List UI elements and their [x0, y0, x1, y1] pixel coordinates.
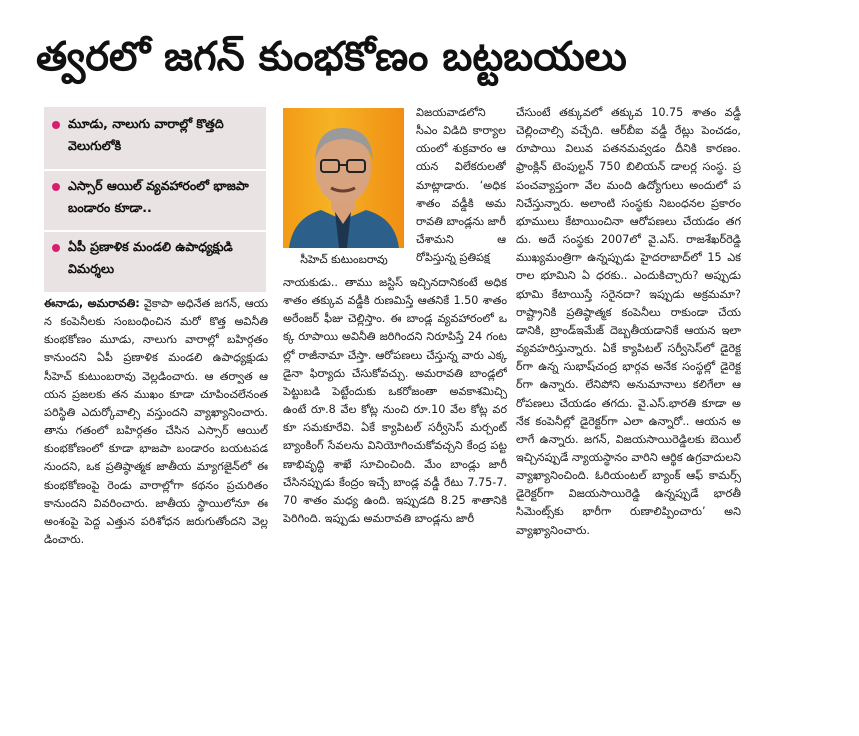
divider: [44, 230, 266, 232]
highlight-text: ఎస్సార్ ఆయిల్ వ్యవహారంలో భాజపా బండారం కూడా..: [68, 178, 249, 215]
article-text: చేసుంటే తక్కువలో తక్కువ 10.75 శాతం వడ్డీ చెల్లించాల్సి వచ్చేది. ఆర్‌బీఐ వడ్డీ రేట్లు పెంచడం, రూపాయి విలువ పతనమవ్వడం దీనికి కారణం. ఫ్రాంక్లిన్ టెంపుల్టన్ 750 బిలియన్ డాలర్ల సంస్థ. ప్రపంచవ్యాప్తంగా వేల మంది ఉద్యోగులు అందులో పనిచేస్తున్నారు. అలాంటి సంస్థకు నిబంధనల ప్రకారం భూములు కేటాయించినా ఆరోపణలు చేయడం తగదు. అదే సంస్థకు 2007లో వై.ఎస్. రాజశేఖర్‌రెడ్డి ముఖ్యమంత్రిగా ఉన్నప్పుడు హైదరాబాద్‌లో 15 ఎకరాల భూమిని ఏ ధరకు.. ఎందుకిచ్చారు? అప్పుడు భూమి కేటాయిస్తే సరైనదా? ఇప్పుడు అక్రమమా? రాష్ట్రానికి ప్రతిష్ఠాత్మక కంపెనీలు రాకుండా చేయడానికి, బ్రాండ్‌ఇమేజ్ దెబ్బతీయడానికే ఆయన ఇలా వ్యవహరిస్తున్నారు. ఏకే క్యాపిటల్ సర్వీసెస్‌లో డైరెక్టర్‌గా ఉన్న సుభాష్‌చంద్ర భార్గవ అనేక సంస్థల్లో డైరెక్టర్‌గా ఉన్నారు. లేనిపోని అనుమానాలు కలిగేలా ఆరోపణలు చేయడం తగదు. వై.ఎస్.భారతి కూడా అనేక కంపెనీల్లో డైరెక్టర్‌గా ఎలా ఉన్నారో.. ఆయన అలాగే ఉన్నారు. జగన్, విజయసాయిరెడ్డిలకు బెయిల్ ఇచ్చినప్పుడే న్యాయస్థానం వారిని ఆర్థిక ఉగ్రవాదులని వ్యాఖ్యానించింది. ఓరియంటల్ బ్యాంక్ ఆఫ్ కామర్స్ డైరెక్టర్‌గా విజయసాయిరెడ్డి ఉన్నప్పుడే భారతీ సిమెంట్స్‌కు భారీగా రుణాలిప్పించారు’ అని వ్యాఖ్యానించారు.: [516, 106, 741, 537]
article-column-1: [44, 295, 268, 695]
bullet-icon: [52, 183, 60, 191]
portrait-photo: [283, 108, 404, 248]
article-column-3: [516, 104, 741, 544]
photo-caption: సీహెచ్ కుటుంబరావు: [300, 253, 388, 266]
article-paragraph: [44, 295, 268, 549]
article-text: విజయవాడలోని సీఎం విడిది కార్యాలయంలో శుక్రవారం ఆయన విలేకరులతో మాట్లాడారు. ‘అధిక శాతం వడ్డీకి అమరావతి బాండ్లను జారీ చేశామని ఆరోపిస్తున్న ప్రతిపక్ష: [416, 106, 506, 265]
highlight-text: మూడు, నాలుగు వారాల్లో కొత్తది వెలుగులోకి: [68, 116, 224, 153]
divider: [44, 169, 266, 171]
highlight-text: ఏపీ ప్రణాళిక మండలి ఉపాధ్యక్షుడి విమర్శలు: [68, 239, 233, 276]
person-portrait-icon: [283, 108, 404, 248]
article-text: వైకాపా అధినేత జగన్, ఆయన కంపెనీలకు సంబంధించిన మరో కొత్త అవినీతి కుంభకోణం మూడు, నాలుగు వారాల్లో బహిర్గతం కానుందని ఏపీ ప్రణాళిక మండలి ఉపాధ్యక్షుడు సీహెచ్ కుటుంబరావు వెల్లడించారు. ఆ తర్వాత ఆయన ప్రజలకు తన ముఖం కూడా చూపించలేనంత పరిస్థితి ఎదుర్కోవాల్సి వస్తుందని వ్యాఖ్యానించారు. తాను గతంలో బహిర్గతం చేసిన ఎస్సార్ ఆయిల్ కుంభకోణంలో కూడా భాజపా బండారం బయటపడనుందని, ఒక ప్రతిష్ఠాత్మక జాతీయ మ్యాగజైన్‌లో ఈ కుంభకోణంపై రెండు వారాల్లోగా కథనం ప్రచురితం కానుందని వివరించారు. జాతీయ స్థాయిలోనూ ఈ అంశంపై పెద్ద ఎత్తున పరిశోధన జరుగుతోందని వెల్లడించారు.: [44, 297, 268, 547]
highlight-item: [44, 113, 266, 163]
highlight-item: [44, 175, 266, 225]
article-column-2: [283, 274, 507, 696]
dateline: ఈనాడు, అమరావతి:: [44, 297, 140, 310]
headline: త్వరలో జగన్ కుంభకోణం బట్టబయలు: [36, 34, 627, 80]
highlight-item: [44, 236, 266, 286]
article-text: నాయకుడు.. తాము జస్టిస్ ఇచ్చినదానికంటే అధికశాతం తక్కువ వడ్డీకి రుణమిస్తే ఆతనికే 1.50 శాతం అరేంజర్ ఫీజు చెల్లిస్తాం. ఈ బాండ్ల వ్యవహారంలో ఒక్క రూపాయి అవినీతి జరిగిందని నిరూపిస్తే 24 గంటల్లో రాజీనామా చేస్తా. ఆరోపణలు చేస్తున్న వారు ఎక్కడైనా ఫిర్యాదు చేసుకోవచ్చు. అమరావతి బాండ్లలో పెట్టుబడి పెట్టేందుకు ఒకరోజంతా అవకాశమిచ్చి ఉంటే రూ.8 వేల కోట్ల నుంచి రూ.10 వేల కోట్ల వరకూ సమకూరేవి. ఏకే క్యాపిటల్ సర్వీసెస్ మర్చంట్ బ్యాంకింగ్ సేవలను వినియోగించుకోవచ్చని కేంద్ర పట్టణాభివృద్ధి శాఖే సూచించింది. మేం బాండ్లు జారీ చేసినప్పుడు కేంద్రం ఇచ్చే బాండ్ల వడ్డీ రేటు 7.75-7.70 శాతం మధ్య ఉంది. ఇప్పుడది 8.25 శాతానికి పెరిగింది. ఇప్పుడు అమరావతి బాండ్లను జారీ: [283, 276, 507, 526]
bullet-icon: [52, 244, 60, 252]
bullet-icon: [52, 121, 60, 129]
highlights-box: [44, 107, 266, 292]
article-column-2-top: [416, 104, 506, 270]
